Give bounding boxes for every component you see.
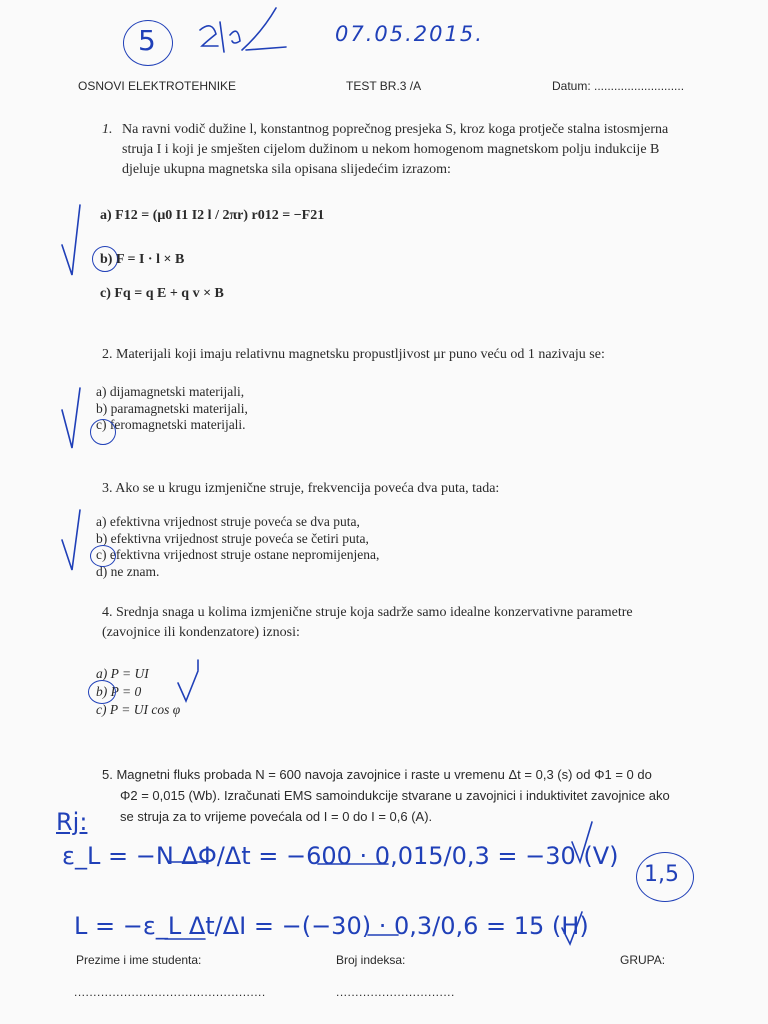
check-mark (62, 510, 80, 570)
solution-equation-1: ε_L = −N ΔΦ/Δt = −600 · 0,015/0,3 = −30 (V) (62, 842, 619, 870)
index-number-label: Broj indeksa: (336, 953, 406, 967)
check-mark (62, 388, 80, 448)
course-title: OSNOVI ELEKTROTEHNIKE (78, 79, 237, 93)
q3-options: a) efektivna vrijednost struje poveća se dva puta, b) efektivna vrijednost struje poveća se četiri puta, c) efektivna vrijednost struje ostane nepromijenjena, d) ne znam. (96, 514, 380, 579)
question-3-text: 3. Ako se u krugu izmjenične struje, frekvencija poveća dva puta, tada: (102, 481, 500, 496)
question-5-text: 5. Magnetni fluks probada N = 600 navoja zavojnice i raste u vremenu Δt = 0,3 (s) od Φ1 = 0 do Φ2 = 0,015 (Wb). Izračunati EMS samoindukcije stvarane u zavojnici i induktivitet zavojnice ako se struja za to vrijeme povećala od I = 0 do I = 0,6 (A). (102, 767, 670, 824)
student-name-label: Prezime i ime studenta: (76, 953, 202, 967)
check-mark (178, 671, 198, 701)
date-label: Datum: ........................... (552, 79, 685, 93)
q1-option-c: c) Fq = q E + q v × B (100, 286, 224, 301)
test-title: TEST BR.3 /A (346, 79, 422, 93)
question-1-number: 1. (102, 122, 113, 137)
student-name-field[interactable]: .................................................. (74, 985, 266, 999)
index-number-field[interactable]: ............................... (336, 985, 455, 999)
q1-option-b: b) F = I · l × B (100, 252, 185, 267)
q2-options: a) dijamagnetski materijali, b) paramagnetski materijali, c) feromagnetski materijali. (96, 384, 248, 432)
answer-circle (90, 545, 116, 567)
signature-mark (200, 8, 286, 52)
answer-circle (88, 680, 116, 704)
question-1-text: Na ravni vodič dužine l, konstantnog poprečnog presjeka S, kroz koga protječe stalna istosmjerna struja I i koji je smješten cijelom dužinom u nekom homogenom magnetskom polju indukcije B djeluje ukupna magnetska sila opisana slijedećim izrazom: (122, 122, 669, 177)
answer-circle (90, 419, 116, 445)
q1-option-a: a) F12 = (μ0 I1 I2 l / 2πr) r012 = −F21 (100, 208, 325, 223)
handwritten-date: 07.05.2015. (335, 22, 484, 46)
grade-value: 1,5 (644, 862, 679, 887)
q4-options: a) P = UI b) P = 0 c) P = UI cos φ (96, 666, 181, 717)
solution-equation-2: L = −ε_L Δt/ΔI = −(−30) · 0,3/0,6 = 15 (H) (74, 912, 589, 940)
check-mark (62, 205, 80, 275)
solution-label: Rj: (56, 808, 88, 836)
question-number-handwritten: 5 (138, 24, 156, 57)
group-label: GRUPA: (620, 953, 666, 967)
question-2-text: 2. Materijali koji imaju relativnu magnetsku propustljivost μr puno veću od 1 nazivaju se: (102, 347, 605, 362)
question-4-text: 4. Srednja snaga u kolima izmjenične struje koja sadrže samo idealne konzervativne parametre (zavojnice ili kondenzatore) iznosi: (102, 605, 633, 640)
